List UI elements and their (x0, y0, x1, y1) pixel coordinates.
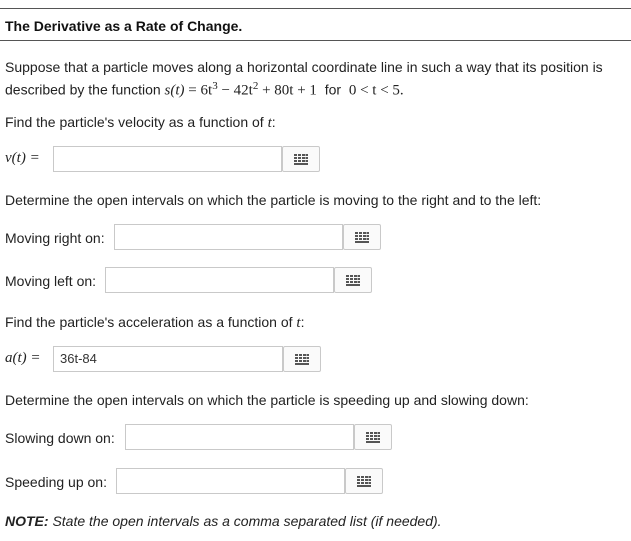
moving-right-input[interactable] (114, 224, 343, 250)
velocity-label: v(t) = (5, 150, 40, 166)
velocity-question-var: t (267, 115, 272, 131)
note-text (5, 513, 442, 529)
moving-left-label: Moving left on: (5, 273, 97, 289)
speeding-up-row (5, 468, 385, 496)
velocity-question-text: Find the particle's velocity as a function of (5, 114, 268, 130)
intro-for-text: for (316, 81, 349, 98)
moving-right-keypad-button[interactable] (343, 224, 381, 250)
acceleration-input[interactable]: 36t-84 (53, 346, 283, 372)
position-function-rest: + 80t + 1 (258, 82, 317, 99)
problem-intro (5, 58, 625, 101)
acceleration-keypad-button[interactable] (283, 346, 321, 372)
keypad-icon (346, 275, 360, 286)
velocity-input[interactable] (53, 146, 282, 172)
speed-question: Determine the open intervals on which the particle is speeding up and slowing down: (5, 392, 529, 408)
position-function-mid: − 42t (217, 82, 253, 99)
moving-left-keypad-button[interactable] (334, 267, 372, 293)
keypad-icon (357, 476, 371, 487)
moving-left-row (5, 267, 375, 295)
slowing-down-label: Slowing down on: (5, 430, 115, 446)
moving-left-input[interactable] (105, 267, 334, 293)
keypad-icon (355, 232, 369, 243)
slowing-down-row (5, 424, 395, 452)
note-label: NOTE: (5, 513, 49, 529)
position-function-lhs: s(t) (164, 82, 185, 99)
acceleration-question-var: t (296, 315, 301, 331)
moving-right-label: Moving right on: (5, 230, 105, 246)
keypad-icon (366, 432, 380, 443)
acceleration-label: a(t) = (5, 350, 41, 366)
keypad-icon (295, 354, 309, 365)
speeding-up-label: Speeding up on: (5, 474, 107, 490)
note-body: State the open intervals as a comma separated list (if needed). (48, 513, 442, 529)
velocity-question-colon: : (271, 114, 276, 130)
velocity-row (5, 146, 325, 174)
exponent-2: 2 (252, 80, 259, 92)
intro-text: Suppose that a particle moves along a horizontal coordinate line in such a way that its position is described by the function (5, 59, 603, 98)
exponent-3: 3 (212, 80, 218, 92)
velocity-question (5, 113, 625, 133)
speeding-up-keypad-button[interactable] (345, 468, 383, 494)
speeding-up-input[interactable] (116, 468, 345, 494)
domain-text: 0 < t < 5. (348, 82, 404, 99)
position-function-eq: = 6t (184, 82, 213, 99)
acceleration-row (5, 346, 325, 374)
title-rule (0, 40, 631, 41)
acceleration-question (5, 313, 625, 333)
keypad-icon (294, 154, 308, 165)
acceleration-question-colon: : (300, 314, 305, 330)
velocity-keypad-button[interactable] (282, 146, 320, 172)
slowing-down-keypad-button[interactable] (354, 424, 392, 450)
moving-right-row (5, 224, 385, 252)
acceleration-question-text: Find the particle's acceleration as a function of (5, 314, 297, 330)
direction-question: Determine the open intervals on which the particle is moving to the right and to the left: (5, 192, 542, 208)
slowing-down-input[interactable] (125, 424, 354, 450)
top-rule (0, 8, 631, 9)
problem-title: The Derivative as a Rate of Change. (5, 18, 243, 34)
